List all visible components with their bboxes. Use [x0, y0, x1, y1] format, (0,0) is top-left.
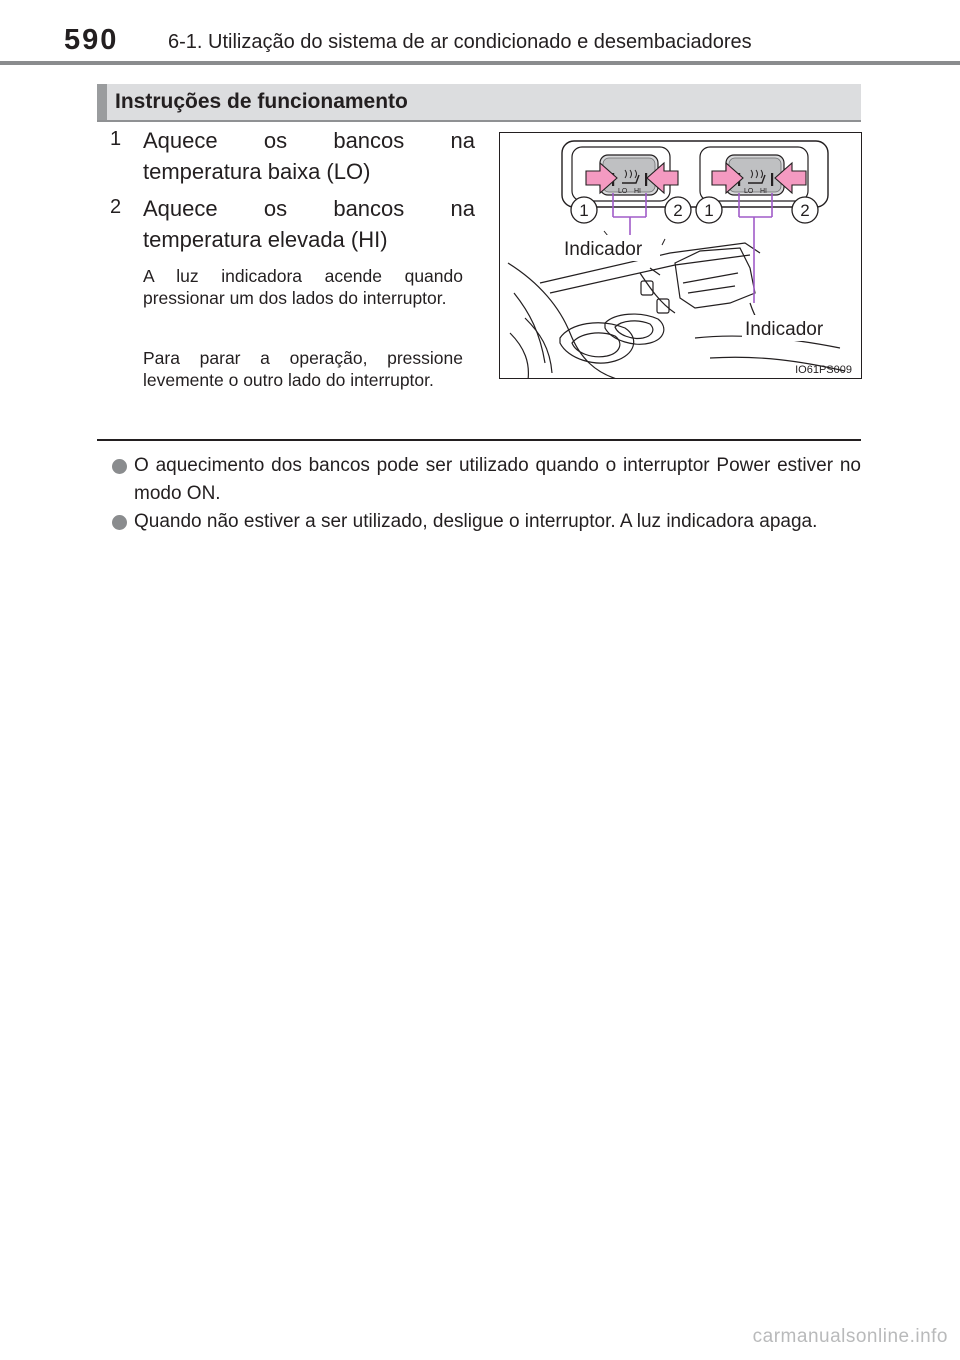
bullet-text: O aquecimento dos bancos pode ser utilizado quando o interruptor Power estiver no modo ON.	[134, 455, 861, 504]
bullet-dot-icon	[112, 459, 127, 474]
section-bar-marker	[97, 84, 107, 120]
section-title-bar	[97, 84, 861, 122]
bullet-text: Quando não estiver a ser utilizado, desligue o interruptor. A luz indicadora apaga.	[134, 511, 818, 532]
switch-right-hi: HI	[760, 188, 767, 195]
center-console-drawing	[508, 243, 845, 379]
callout-number-1a: 1	[579, 201, 589, 220]
bullet-dot-icon	[112, 515, 127, 530]
step-text-2: Aquece os bancos na temperatura elevada (HI)	[143, 196, 475, 252]
switch-panel	[562, 141, 852, 376]
step-number-2: 2	[110, 196, 122, 218]
step-number-1: 1	[110, 128, 122, 150]
figure-code: IO61PS009	[795, 364, 852, 376]
callout-number-2a: 2	[673, 201, 683, 220]
seat-heater-illustration	[500, 133, 862, 379]
section-divider	[97, 439, 861, 441]
switch-left-lo: LO	[618, 188, 628, 195]
callout-number-2b: 2	[800, 201, 810, 220]
seat-heater-figure	[499, 132, 862, 379]
note-indicator-light: A luz indicadora acende quando pressionar um dos lados do interruptor.	[143, 266, 463, 308]
step-text-1: Aquece os bancos na temperatura baixa (LO)	[143, 128, 475, 184]
page-header	[0, 0, 960, 70]
note-stop-operation: Para parar a operação, pressione levemente o outro lado do interruptor.	[143, 348, 463, 390]
callout-number-1b: 1	[704, 201, 714, 220]
watermark: carmanualsonline.info	[752, 1326, 948, 1347]
switch-left-hi: HI	[634, 188, 641, 195]
page-number: 590	[64, 24, 119, 56]
switch-right-lo: LO	[744, 188, 754, 195]
section-title: Instruções de funcionamento	[115, 90, 408, 113]
indicator-label-left: Indicador	[564, 239, 643, 260]
running-head: 6-1. Utilização do sistema de ar condicionado e desembaciadores	[168, 31, 752, 53]
header-rule	[0, 61, 960, 65]
indicator-label-right: Indicador	[745, 319, 824, 340]
